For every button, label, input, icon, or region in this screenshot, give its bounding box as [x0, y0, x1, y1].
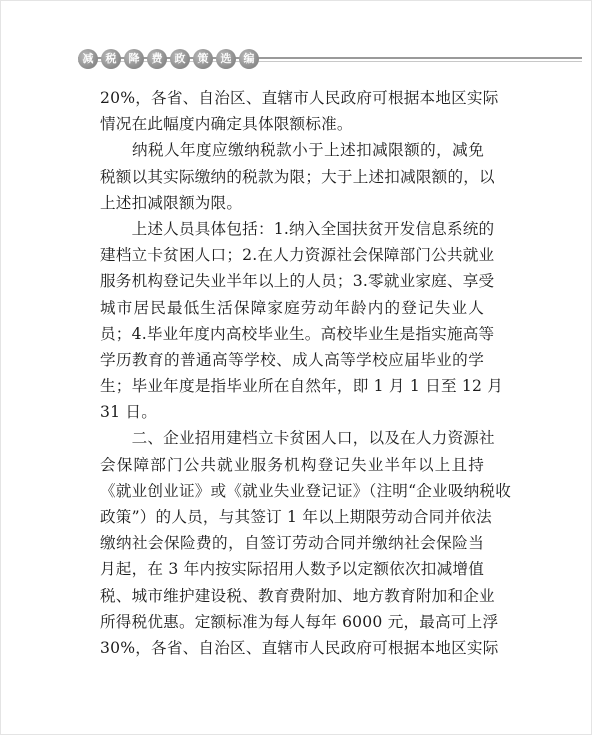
text-line: 31 日。 [100, 403, 157, 422]
header-char: 费 [147, 49, 167, 69]
body-text [100, 85, 512, 661]
text-line: 上述扣减限额为限。 [100, 193, 243, 212]
text-line: 政策”）的人员，与其签订 1 年以上期限劳动合同并依法 [100, 508, 492, 526]
text-line: 建档立卡贫困人口；2.在人力资源社会保障部门公共就业 [100, 246, 495, 265]
text-line: 税、城市维护建设税、教育费附加、地方教育附加和企业 [100, 586, 495, 605]
header-char: 选 [216, 49, 236, 69]
text-line: 会保障部门公共就业服务机构登记失业半年以上且持 [100, 455, 484, 474]
text-line: 学历教育的普通高等学校、成人高等学校应届毕业的学 [100, 350, 484, 369]
text-line: 缴纳社会保险费的，自签订劳动合同并缴纳社会保险当 [100, 534, 484, 553]
text-line: 所得税优惠。定额标准为每人每年 6000 元，最高可上浮 [100, 612, 499, 631]
header-char: 策 [193, 49, 213, 69]
header-char: 政 [170, 49, 190, 69]
text-line: 上述人员具体包括：1.纳入全国扶贫开发信息系统的 [100, 219, 495, 238]
header-char: 减 [78, 49, 98, 69]
text-line: 服务机构登记失业半年以上的人员；3.零就业家庭、享受 [100, 272, 495, 291]
text-line: 纳税人年度应缴纳税款小于上述扣减限额的，减免 [100, 141, 484, 160]
text-line: 城市居民最低生活保障家庭劳动年龄内的登记失业人 [100, 298, 484, 317]
text-line: 30%，各省、自治区、直辖市人民政府可根据本地区实际 [100, 638, 499, 657]
header-char: 降 [124, 49, 144, 69]
header-char: 税 [101, 49, 121, 69]
text-line: 二、企业招用建档立卡贫困人口，以及在人力资源社 [100, 429, 495, 448]
text-line: 员；4.毕业年度内高校毕业生。高校毕业生是指实施高等 [100, 324, 495, 343]
text-line: 20%，各省、自治区、直辖市人民政府可根据本地区实际 [100, 89, 499, 107]
running-header [78, 36, 582, 82]
header-title [78, 49, 259, 69]
text-line: 《就业创业证》或《就业失业登记证》（注明“企业吸纳税收 [100, 481, 512, 500]
header-char: 编 [239, 49, 259, 69]
text-line: 情况在此幅度内确定具体限额标准。 [100, 115, 353, 134]
text-line: 税额以其实际缴纳的税款为限；大于上述扣减限额的，以 [100, 167, 495, 186]
text-line: 生；毕业年度是指毕业所在自然年，即 1 月 1 日至 12 月 [100, 377, 504, 396]
text-line: 月起，在 3 年内按实际招用人数予以定额依次扣减增值 [100, 560, 484, 579]
